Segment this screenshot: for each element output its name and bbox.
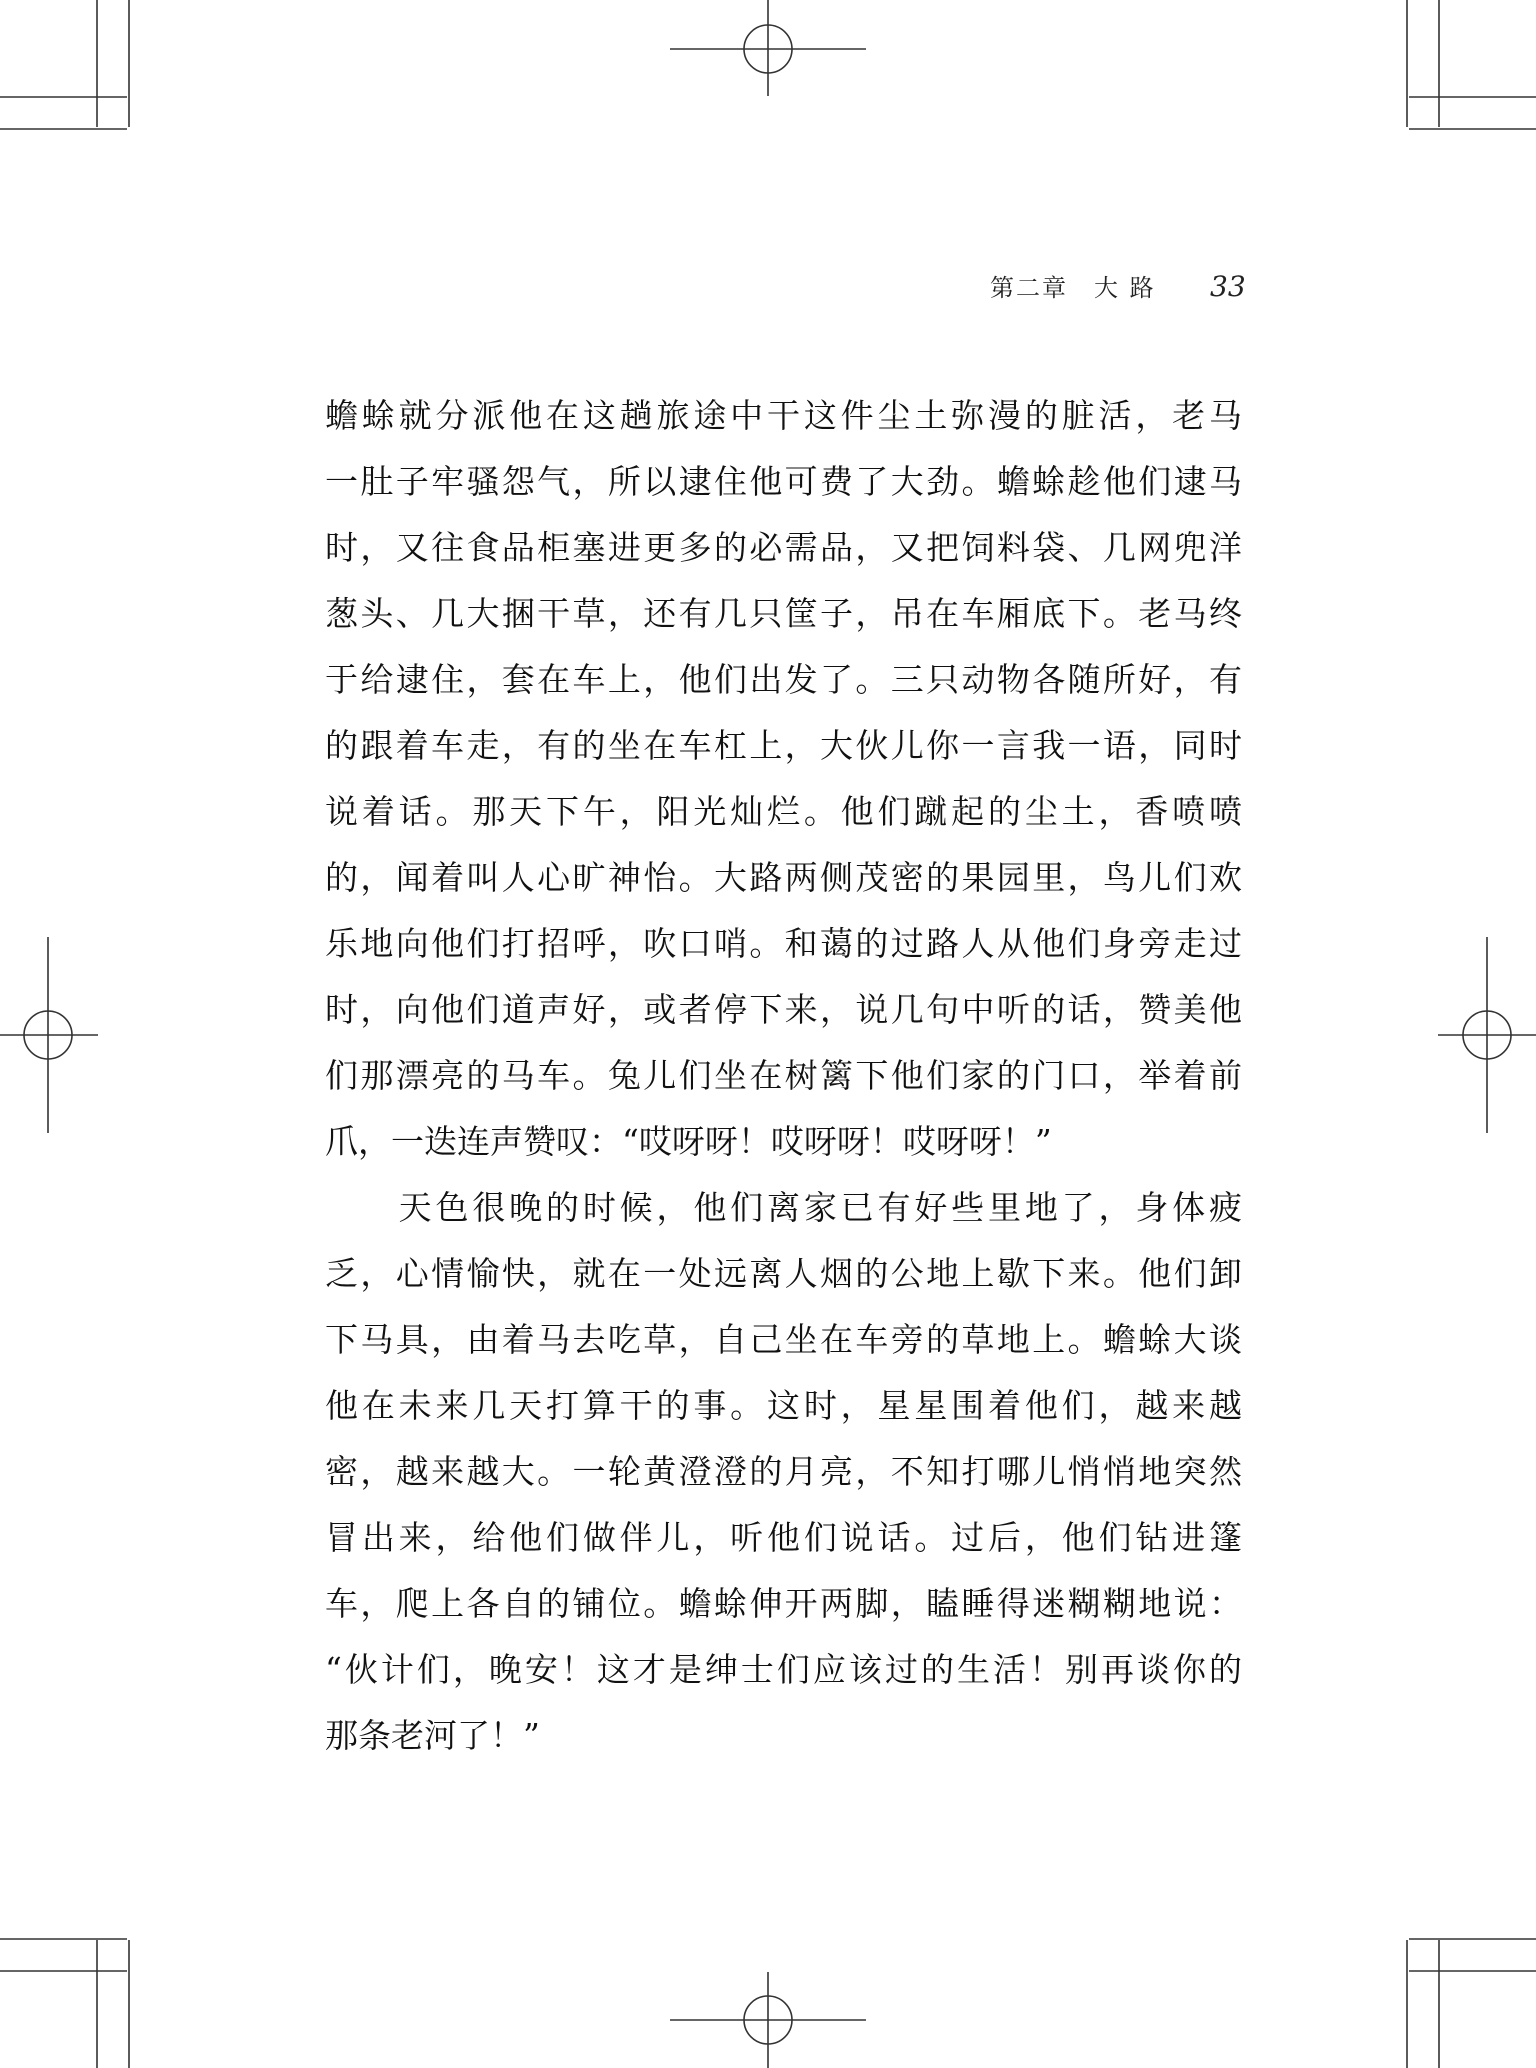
text-line: 蟾蜍就分派他在这趟旅途中干这件尘土弥漫的脏活，老马 (325, 396, 1242, 435)
text-line: 们那漂亮的马车。兔儿们坐在树篱下他们家的门口，举着前 (325, 1056, 1242, 1095)
text-line: 说着话。那天下午，阳光灿烂。他们蹴起的尘土，香喷喷 (325, 792, 1242, 831)
text-line: 一肚子牢骚怨气，所以逮住他可费了大劲。蟾蜍趁他们逮马 (325, 462, 1242, 501)
running-head (990, 268, 1156, 303)
text-line: 乐地向他们打招呼，吹口哨。和蔼的过路人从他们身旁走过 (325, 924, 1242, 963)
chapter-number: 第二章 (990, 274, 1068, 302)
text-line: 密，越来越大。一轮黄澄澄的月亮，不知打哪儿悄悄地突然 (325, 1452, 1242, 1491)
text-line: 时，向他们道声好，或者停下来，说几句中听的话，赞美他 (325, 990, 1242, 1029)
text-line: 他在未来几天打算干的事。这时，星星围着他们，越来越 (325, 1386, 1242, 1425)
text-line: 冒出来，给他们做伴儿，听他们说话。过后，他们钻进篷 (325, 1518, 1242, 1557)
text-line: 的，闻着叫人心旷神怡。大路两侧茂密的果园里，鸟儿们欢 (325, 858, 1242, 897)
text-line: 的跟着车走，有的坐在车杠上，大伙儿你一言我一语，同时 (325, 726, 1242, 765)
text-line: 葱头、几大捆干草，还有几只筐子，吊在车厢底下。老马终 (325, 594, 1242, 633)
text-line: 天色很晚的时候，他们离家已有好些里地了，身体疲 (325, 1188, 1242, 1227)
text-line: 于给逮住，套在车上，他们出发了。三只动物各随所好，有 (325, 660, 1242, 699)
body-text (325, 383, 1242, 1769)
text-line: 爪，一迭连声赞叹：“哎呀呀！哎呀呀！哎呀呀！” (325, 1122, 1052, 1161)
text-line: 乏，心情愉快，就在一处远离人烟的公地上歇下来。他们卸 (325, 1254, 1242, 1293)
text-line: 车，爬上各自的铺位。蟾蜍伸开两脚，瞌睡得迷糊糊地说： (325, 1584, 1242, 1623)
text-line: “伙计们，晚安！这才是绅士们应该过的生活！别再谈你的 (325, 1650, 1242, 1689)
chapter-title: 大 路 (1094, 274, 1156, 302)
text-line: 那条老河了！” (325, 1716, 540, 1755)
text-line: 下马具，由着马去吃草，自己坐在车旁的草地上。蟾蜍大谈 (325, 1320, 1242, 1359)
text-line: 时，又往食品柜塞进更多的必需品，又把饲料袋、几网兜洋 (325, 528, 1242, 567)
page-number: 33 (1210, 270, 1246, 303)
